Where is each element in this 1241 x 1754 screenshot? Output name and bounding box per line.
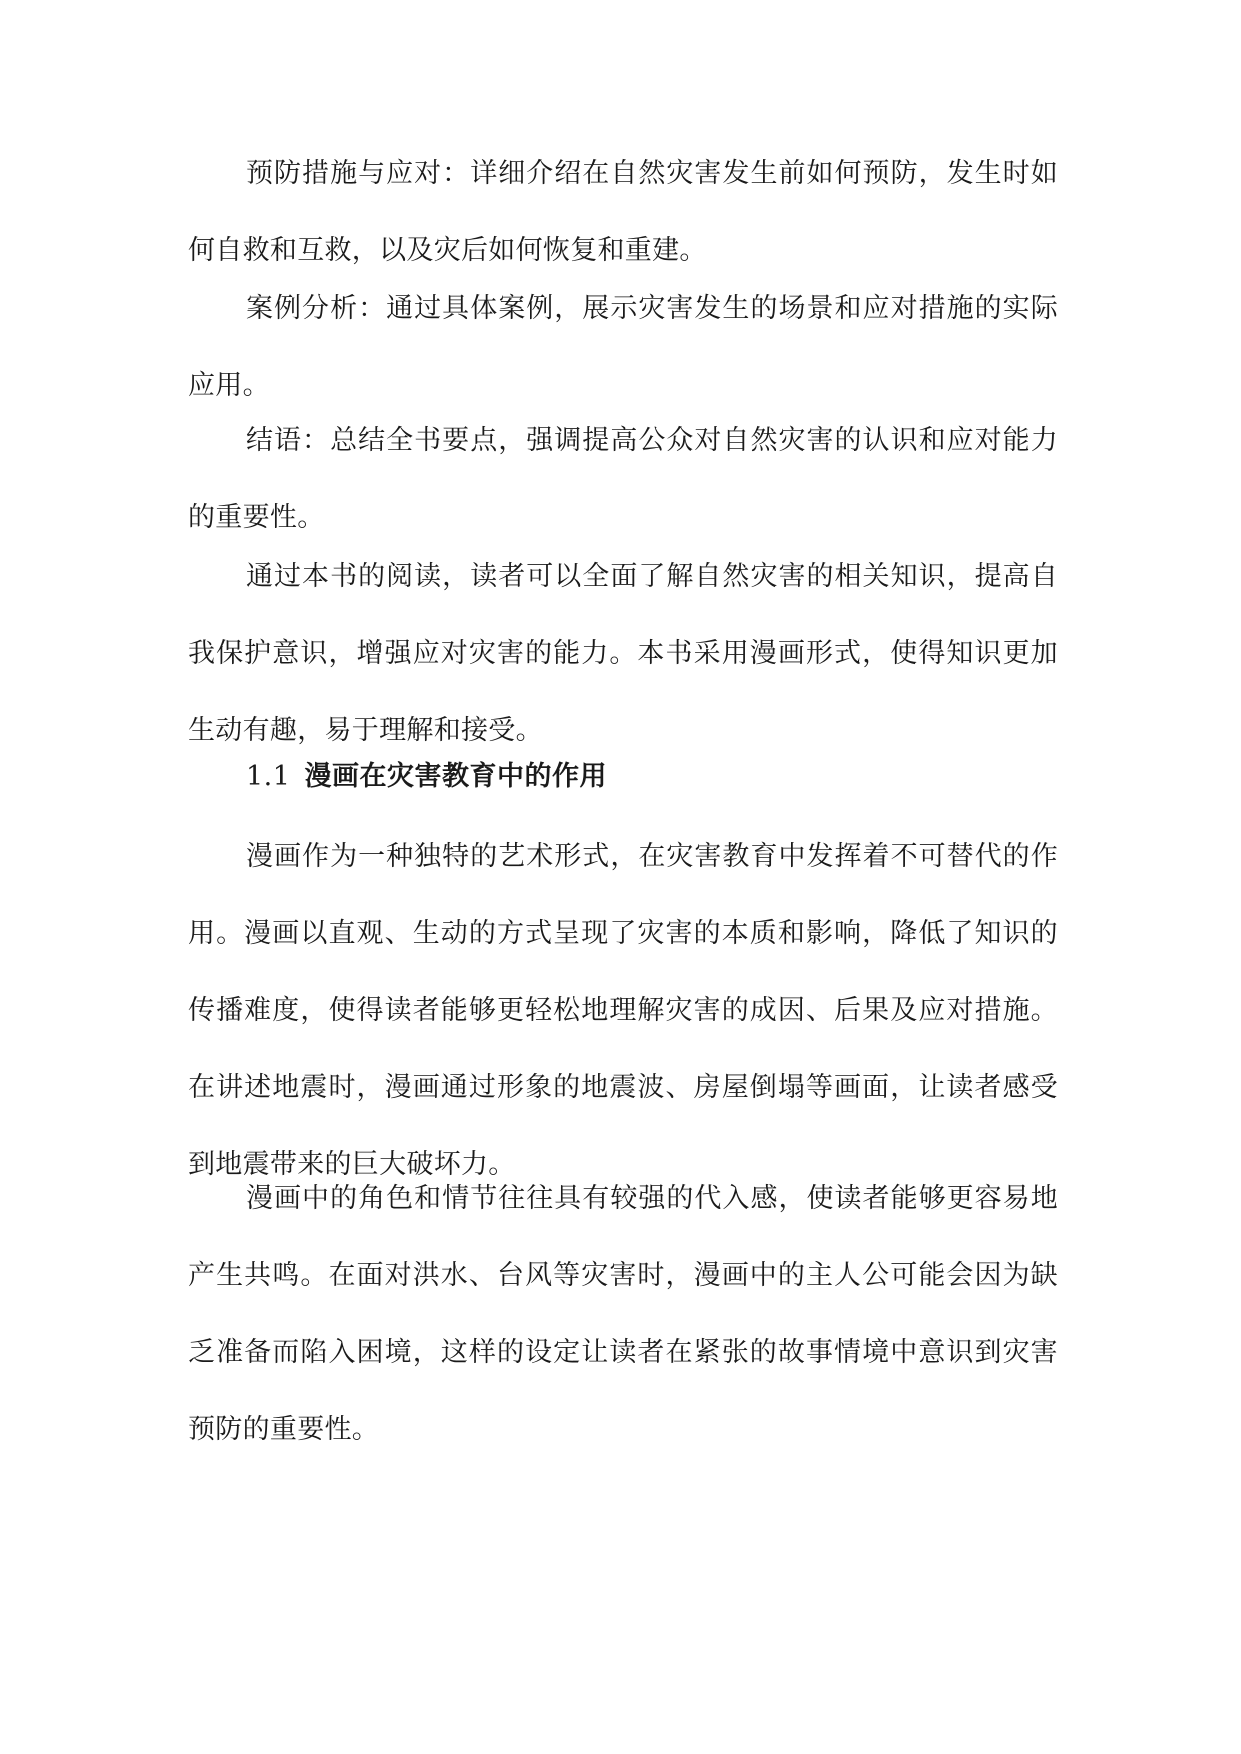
section-title: 漫画在灾害教育中的作用 — [304, 761, 607, 792]
section-heading — [246, 757, 607, 797]
paragraph-prevention: 预防措施与应对：详细介绍在自然灾害发生前如何预防，发生时如何自救和互救，以及灾后如何恢复和重建。 — [188, 158, 1058, 266]
section-number: 1.1 — [246, 761, 291, 792]
paragraph-comic-role: 漫画作为一种独特的艺术形式，在灾害教育中发挥着不可替代的作用。漫画以直观、生动的方式呈现了灾害的本质和影响，降低了知识的传播难度，使得读者能够更轻松地理解灾害的成因、后果及应对措施。在讲述地震时，漫画通过形象的地震波、房屋倒塌等画面，让读者感受到地震带来的巨大破坏力。 — [188, 841, 1058, 1180]
paragraph-comic-characters: 漫画中的角色和情节往往具有较强的代入感，使读者能够更容易地产生共鸣。在面对洪水、台风等灾害时，漫画中的主人公可能会因为缺乏准备而陷入困境，这样的设定让读者在紧张的故事情境中意识到灾害预防的重要性。 — [188, 1183, 1058, 1445]
paragraph-case-analysis: 案例分析：通过具体案例，展示灾害发生的场景和应对措施的实际应用。 — [188, 293, 1058, 401]
paragraph-conclusion: 结语：总结全书要点，强调提高公众对自然灾害的认识和应对能力的重要性。 — [188, 425, 1058, 533]
paragraph-summary: 通过本书的阅读，读者可以全面了解自然灾害的相关知识，提高自我保护意识，增强应对灾害的能力。本书采用漫画形式，使得知识更加生动有趣，易于理解和接受。 — [188, 561, 1058, 746]
